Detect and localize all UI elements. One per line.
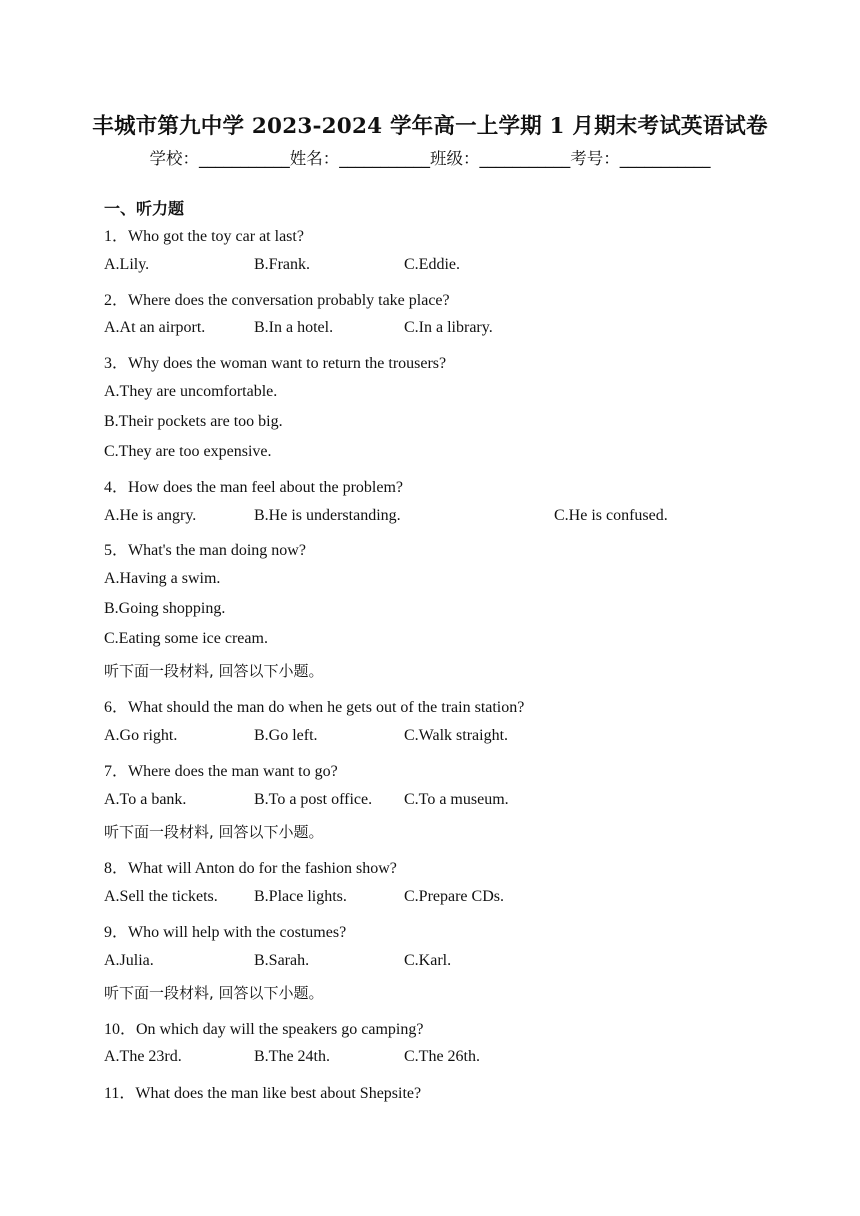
option-b: B.Going shopping. bbox=[104, 600, 226, 617]
option-b: B.Their pockets are too big. bbox=[104, 413, 283, 430]
question-stem: 1．Who got the toy car at last? bbox=[104, 228, 304, 245]
option-c: C.They are too expensive. bbox=[104, 443, 272, 460]
option-c: C.Walk straight. bbox=[404, 727, 509, 744]
option-c: C.In a library. bbox=[404, 319, 493, 336]
question-stem: 7．Where does the man want to go? bbox=[104, 763, 338, 780]
section-heading-listening: 一、听力题 bbox=[104, 199, 185, 218]
option-b: B.In a hotel. bbox=[254, 319, 334, 336]
option-a: A.Sell the tickets. bbox=[104, 888, 218, 905]
option-a: A.To a bank. bbox=[104, 791, 187, 808]
listening-instruction: 听下面一段材料, 回答以下小题。 bbox=[104, 823, 324, 841]
option-c: C.He is confused. bbox=[554, 507, 668, 524]
question-stem: 5．What's the man doing now? bbox=[104, 542, 306, 559]
option-b: B.He is understanding. bbox=[254, 507, 401, 524]
option-a: A.They are uncomfortable. bbox=[104, 383, 278, 400]
option-b: B.The 24th. bbox=[254, 1048, 330, 1065]
question-stem: 6．What should the man do when he gets out of the train station? bbox=[104, 699, 525, 716]
option-b: B.Go left. bbox=[254, 727, 318, 744]
student-info-line: 学校：___________姓名：___________班级：___________考号：___________ bbox=[149, 149, 711, 168]
exam-title: 丰城市第九中学 2023-2024 学年高一上学期 1 月期末考试英语试卷 bbox=[92, 114, 768, 139]
option-a: A.Go right. bbox=[104, 727, 178, 744]
option-a: A.At an airport. bbox=[104, 319, 206, 336]
question-stem: 11．What does the man like best about Shepsite? bbox=[104, 1085, 422, 1102]
option-c: C.Prepare CDs. bbox=[404, 888, 504, 905]
option-b: B.Sarah. bbox=[254, 952, 310, 969]
listening-instruction: 听下面一段材料, 回答以下小题。 bbox=[104, 662, 324, 680]
question-stem: 9．Who will help with the costumes? bbox=[104, 924, 347, 941]
option-c: C.Eddie. bbox=[404, 256, 460, 273]
option-b: B.Frank. bbox=[254, 256, 310, 273]
option-c: C.The 26th. bbox=[404, 1048, 480, 1065]
option-a: A.He is angry. bbox=[104, 507, 197, 524]
question-stem: 4．How does the man feel about the problem? bbox=[104, 479, 404, 496]
option-c: C.To a museum. bbox=[404, 791, 509, 808]
option-c: C.Karl. bbox=[404, 952, 452, 969]
option-a: A.The 23rd. bbox=[104, 1048, 182, 1065]
option-c: C.Eating some ice cream. bbox=[104, 630, 268, 647]
question-stem: 3．Why does the woman want to return the trousers? bbox=[104, 355, 447, 372]
question-stem: 2．Where does the conversation probably take place? bbox=[104, 292, 450, 309]
option-a: A.Julia. bbox=[104, 952, 154, 969]
question-stem: 10．On which day will the speakers go camping? bbox=[104, 1021, 424, 1038]
option-b: B.To a post office. bbox=[254, 791, 373, 808]
listening-instruction: 听下面一段材料, 回答以下小题。 bbox=[104, 984, 324, 1002]
option-a: A.Lily. bbox=[104, 256, 150, 273]
option-a: A.Having a swim. bbox=[104, 570, 221, 587]
option-b: B.Place lights. bbox=[254, 888, 347, 905]
question-stem: 8．What will Anton do for the fashion show? bbox=[104, 860, 397, 877]
